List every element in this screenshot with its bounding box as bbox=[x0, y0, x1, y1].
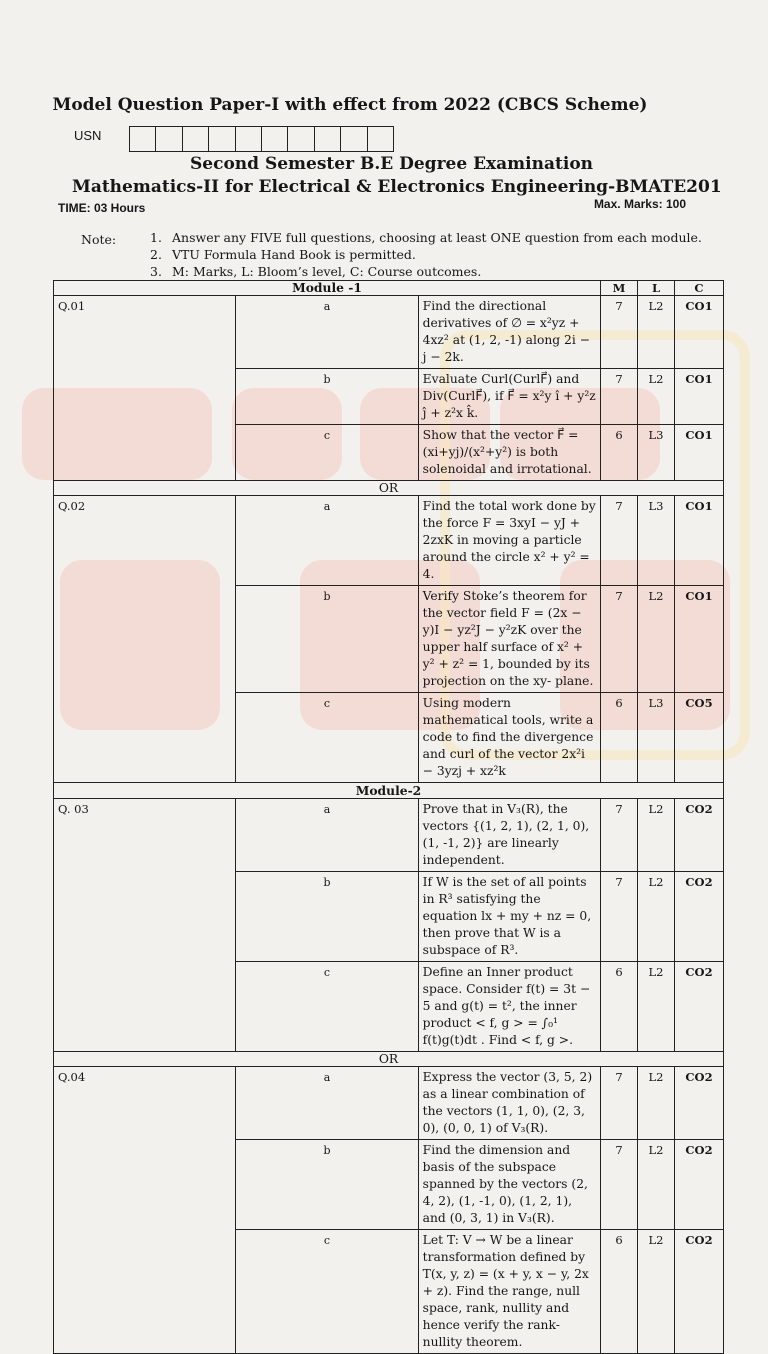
level-cell: L2 bbox=[638, 799, 675, 872]
module-1-header: Module -1 bbox=[54, 281, 601, 296]
note-list bbox=[150, 229, 702, 280]
part-label: c bbox=[236, 1230, 418, 1354]
co-cell: CO2 bbox=[675, 872, 724, 962]
level-cell: L2 bbox=[638, 296, 675, 369]
question-text: Find the directional derivatives of ∅ = x²yz + 4xz² at (1, 2, -1) along 2i − j − 2k. bbox=[418, 296, 600, 369]
level-cell: L2 bbox=[638, 962, 675, 1052]
question-text: Evaluate Curl(CurlF⃗) and Div(CurlF⃗), if F⃗ = x²y î + y²z ĵ + z²x k̂. bbox=[418, 369, 600, 425]
co-header: C bbox=[675, 281, 724, 296]
marks-cell: 7 bbox=[601, 296, 638, 369]
question-number: Q.02 bbox=[54, 496, 236, 783]
question-text: Find the dimension and basis of the subspace spanned by the vectors (2, 4, 2), (1, -1, 0), (1, 2, 1), and (0, 3, 1) in V₃(R). bbox=[418, 1140, 600, 1230]
part-label: a bbox=[236, 799, 418, 872]
level-cell: L3 bbox=[638, 425, 675, 481]
marks-cell: 6 bbox=[601, 962, 638, 1052]
module-row bbox=[54, 783, 724, 799]
question-table bbox=[53, 280, 724, 1354]
level-cell: L2 bbox=[638, 1067, 675, 1140]
level-header: L bbox=[638, 281, 675, 296]
marks-cell: 7 bbox=[601, 369, 638, 425]
exam-title: Second Semester B.E Degree Examination bbox=[190, 154, 594, 174]
question-text: If W is the set of all points in R³ satisfying the equation lx + my + nz = 0, then prove that W is a subspace of R³. bbox=[418, 872, 600, 962]
part-label: a bbox=[236, 496, 418, 586]
table-header-row bbox=[54, 281, 724, 296]
note-item: 1. Answer any FIVE full questions, choosing at least ONE question from each module. bbox=[150, 230, 702, 245]
table-row bbox=[54, 496, 724, 586]
part-label: b bbox=[236, 872, 418, 962]
marks-cell: 6 bbox=[601, 1230, 638, 1354]
module-2-header: Module-2 bbox=[54, 783, 724, 799]
or-row bbox=[54, 1052, 724, 1067]
part-label: c bbox=[236, 425, 418, 481]
note-item: 2. VTU Formula Hand Book is permitted. bbox=[150, 247, 416, 262]
marks-cell: 6 bbox=[601, 425, 638, 481]
or-divider: OR bbox=[54, 481, 724, 496]
note-label: Note: bbox=[81, 232, 117, 247]
marks-cell: 7 bbox=[601, 496, 638, 586]
co-cell: CO2 bbox=[675, 1230, 724, 1354]
co-cell: CO2 bbox=[675, 1067, 724, 1140]
time-label: TIME: 03 Hours bbox=[58, 201, 146, 215]
part-label: a bbox=[236, 1067, 418, 1140]
table-row bbox=[54, 1067, 724, 1140]
level-cell: L2 bbox=[638, 1230, 675, 1354]
level-cell: L2 bbox=[638, 1140, 675, 1230]
note-item: 3. M: Marks, L: Bloom’s level, C: Course outcomes. bbox=[150, 264, 482, 279]
part-label: b bbox=[236, 1140, 418, 1230]
or-divider: OR bbox=[54, 1052, 724, 1067]
max-marks-label: Max. Marks: 100 bbox=[593, 197, 686, 211]
co-cell: CO2 bbox=[675, 962, 724, 1052]
co-cell: CO1 bbox=[675, 296, 724, 369]
question-text: Prove that in V₃(R), the vectors {(1, 2, 1), (2, 1, 0), (1, -1, 2)} are linearly independent. bbox=[418, 799, 600, 872]
marks-cell: 6 bbox=[601, 693, 638, 783]
part-label: a bbox=[236, 296, 418, 369]
part-label: b bbox=[236, 369, 418, 425]
co-cell: CO5 bbox=[675, 693, 724, 783]
question-text: Let T: V → W be a linear transformation defined by T(x, y, z) = (x + y, x − y, 2x + z). Find the range, null space, rank, nullity and hence verify the rank-nullity theorem. bbox=[418, 1230, 600, 1354]
table-row bbox=[54, 296, 724, 369]
marks-cell: 7 bbox=[601, 872, 638, 962]
subject-title: Mathematics-II for Electrical & Electronics Engineering-BMATE201 bbox=[72, 177, 722, 197]
or-row bbox=[54, 481, 724, 496]
marks-cell: 7 bbox=[601, 586, 638, 693]
co-cell: CO1 bbox=[675, 496, 724, 586]
co-cell: CO2 bbox=[675, 799, 724, 872]
question-text: Show that the vector F⃗ = (xi+yj)/(x²+y²) is both solenoidal and irrotational. bbox=[418, 425, 600, 481]
level-cell: L2 bbox=[638, 872, 675, 962]
question-text: Define an Inner product space. Consider f(t) = 3t − 5 and g(t) = t², the inner product < f, g > = ∫₀¹ f(t)g(t)dt . Find < f, g >. bbox=[418, 962, 600, 1052]
marks-cell: 7 bbox=[601, 799, 638, 872]
question-text: Using modern mathematical tools, write a code to find the divergence and curl of the vector 2x²i − 3yzj + xz²k bbox=[418, 693, 600, 783]
part-label: c bbox=[236, 962, 418, 1052]
level-cell: L3 bbox=[638, 496, 675, 586]
level-cell: L2 bbox=[638, 586, 675, 693]
marks-cell: 7 bbox=[601, 1067, 638, 1140]
question-text: Find the total work done by the force F = 3xyI − yJ + 2zxK in moving a particle around the circle x² + y² = 4. bbox=[418, 496, 600, 586]
part-label: b bbox=[236, 586, 418, 693]
co-cell: CO1 bbox=[675, 369, 724, 425]
usn-label: USN bbox=[74, 128, 102, 143]
co-cell: CO1 bbox=[675, 425, 724, 481]
table-row bbox=[54, 799, 724, 872]
co-cell: CO2 bbox=[675, 1140, 724, 1230]
co-cell: CO1 bbox=[675, 586, 724, 693]
question-text: Verify Stoke’s theorem for the vector field F = (2x − y)I − yz²J − y²zK over the upper half surface of x² + y² + z² = 1, bounded by its projection on the xy- plane. bbox=[418, 586, 600, 693]
question-text: Express the vector (3, 5, 2) as a linear combination of the vectors (1, 1, 0), (2, 3, 0), (0, 0, 1) of V₃(R). bbox=[418, 1067, 600, 1140]
marks-header: M bbox=[601, 281, 638, 296]
marks-cell: 7 bbox=[601, 1140, 638, 1230]
question-number: Q.04 bbox=[54, 1067, 236, 1354]
paper-title: Model Question Paper-I with effect from 2022 (CBCS Scheme) bbox=[52, 95, 648, 115]
level-cell: L2 bbox=[638, 369, 675, 425]
question-number: Q. 03 bbox=[54, 799, 236, 1052]
level-cell: L3 bbox=[638, 693, 675, 783]
part-label: c bbox=[236, 693, 418, 783]
usn-boxes[interactable] bbox=[129, 126, 394, 152]
question-number: Q.01 bbox=[54, 296, 236, 481]
